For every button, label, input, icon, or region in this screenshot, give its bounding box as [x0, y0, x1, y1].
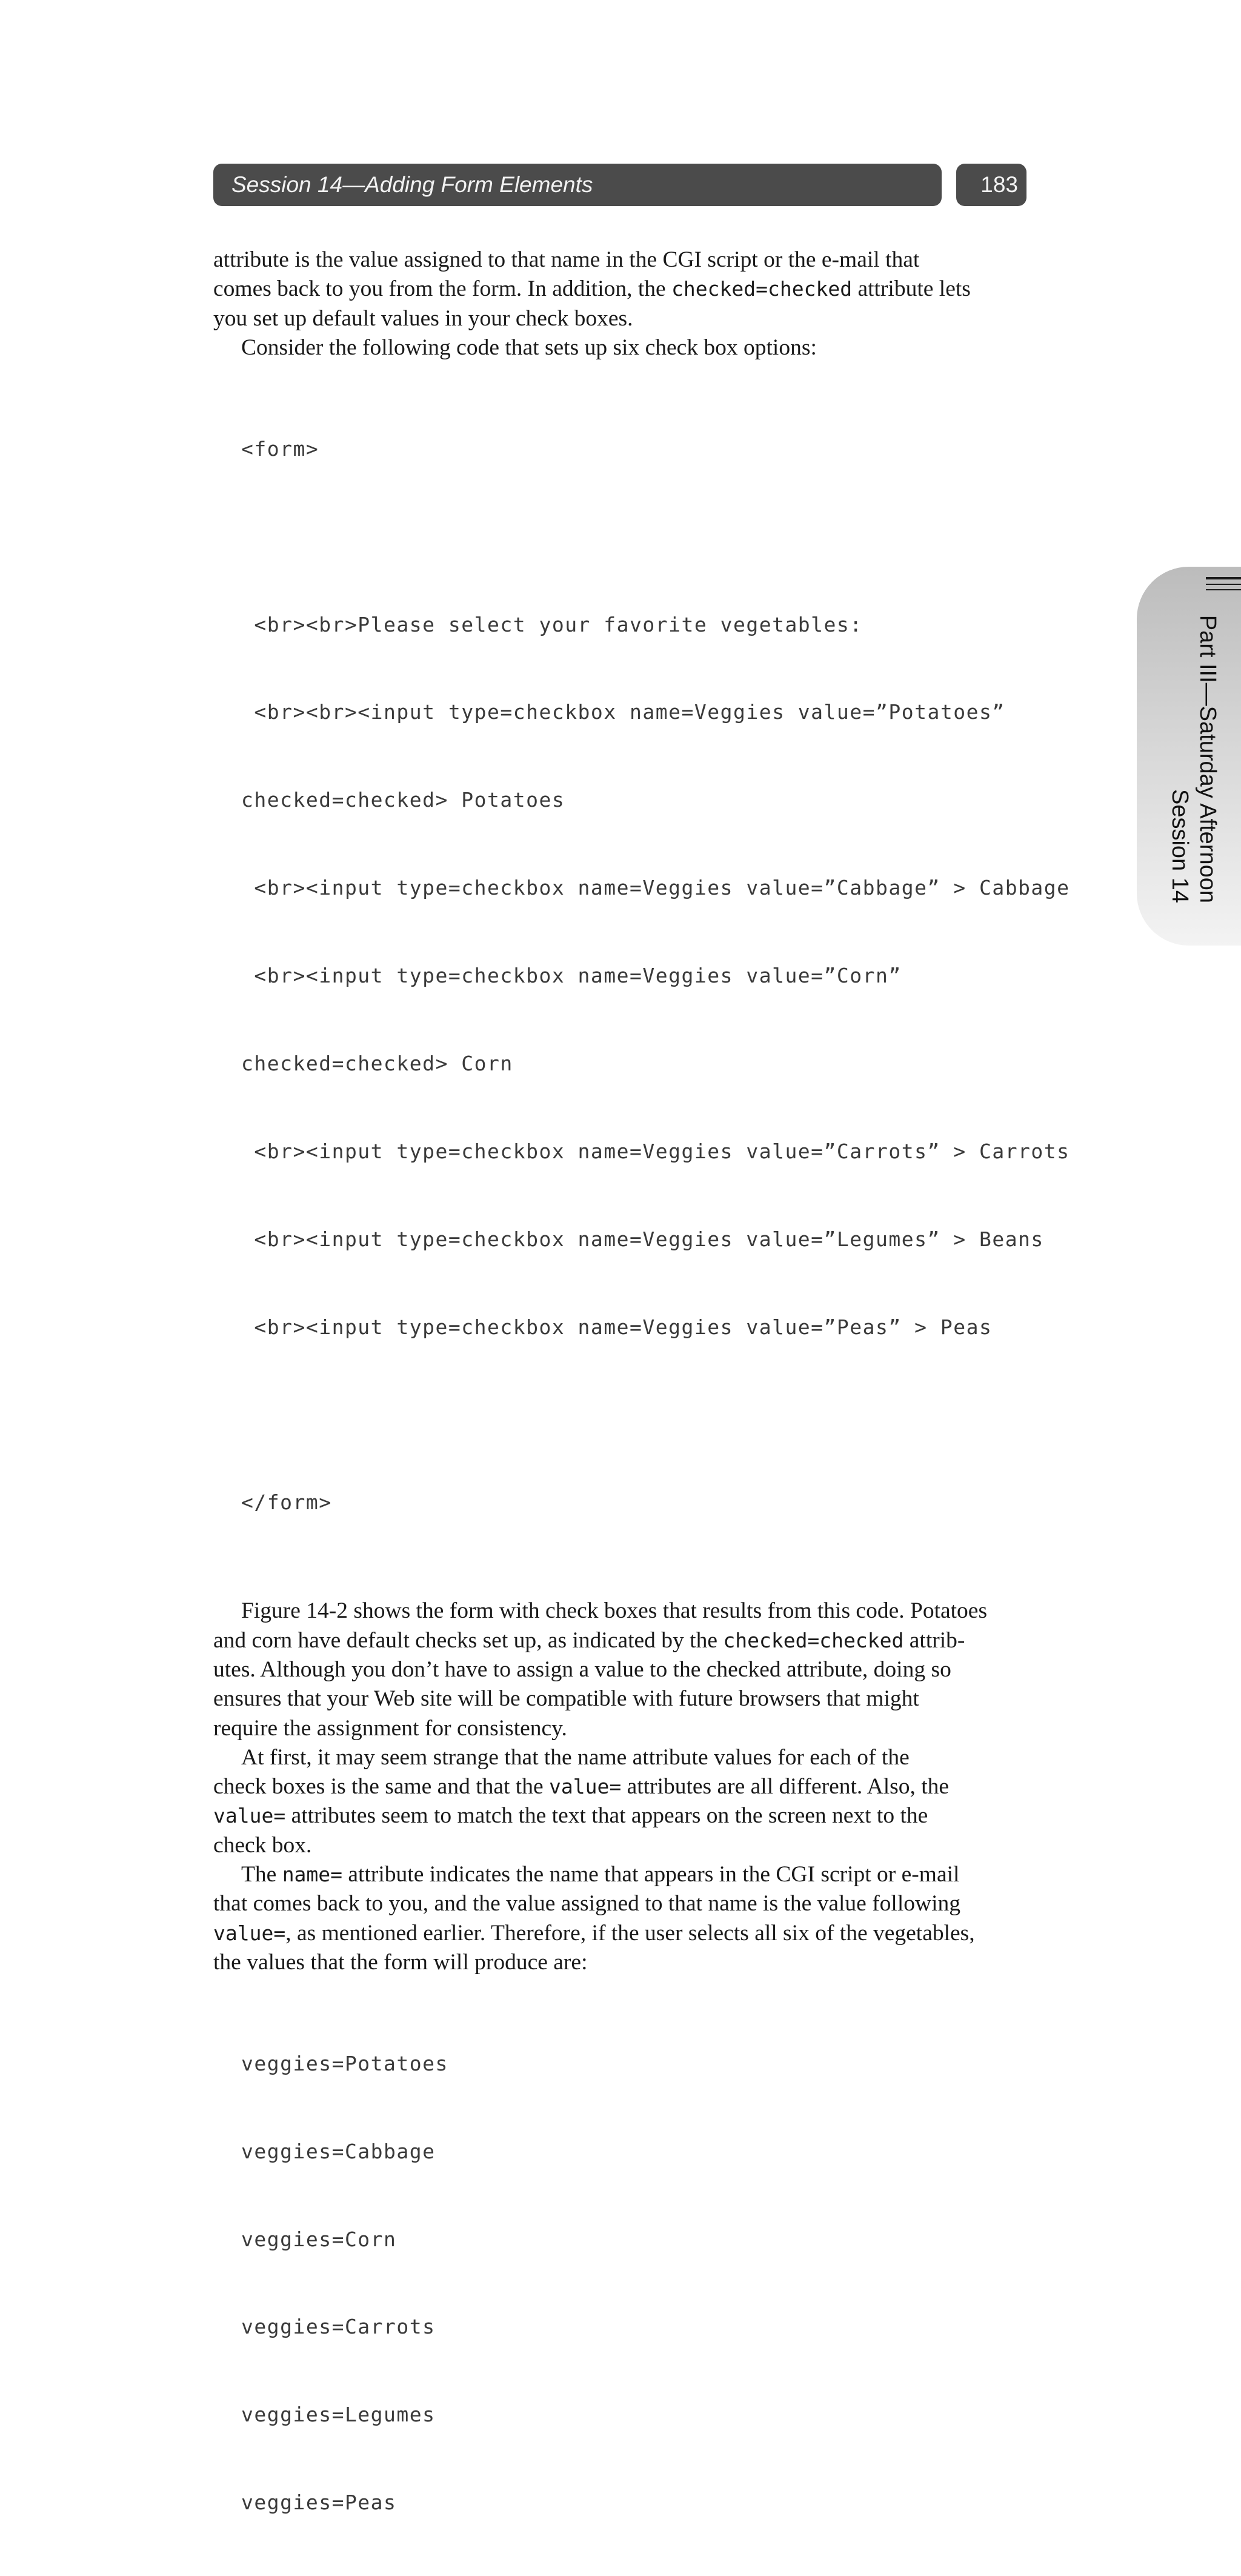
paragraph-line: utes. Although you don’t have to assign a value to the checked attribute, doing so — [213, 1657, 951, 1682]
page-number: 183 — [980, 172, 1018, 197]
inline-code: value= — [213, 1921, 286, 1945]
inline-code: checked=checked — [723, 1628, 904, 1652]
paragraph-line: check box. — [213, 1832, 312, 1858]
code-line: </form> — [241, 1490, 332, 1515]
code-line: veggies=Potatoes — [241, 2051, 448, 2075]
running-header — [213, 164, 942, 206]
paragraph-line: require the assignment for consistency. — [213, 1715, 567, 1741]
code-line: veggies=Carrots — [241, 2315, 436, 2339]
code-line: veggies=Corn — [241, 2227, 397, 2251]
page-number-box — [956, 164, 1026, 206]
text-run: The — [241, 1862, 282, 1887]
side-tab-text — [1137, 606, 1241, 909]
text-run: attributes are all different. Also, the — [621, 1774, 950, 1800]
inline-code: name= — [282, 1863, 343, 1887]
side-tab-label — [1166, 606, 1222, 903]
side-tab-part: Part III—Saturday Afternoon — [1195, 615, 1220, 903]
text-run: attribute indicates the name that appears in the CGI script or e-mail — [342, 1862, 960, 1887]
code-line: veggies=Peas — [241, 2491, 397, 2515]
text-run: comes back to you from the form. In addition, the — [213, 276, 672, 302]
inline-code: value= — [549, 1775, 622, 1799]
code-line: <form> — [241, 436, 319, 461]
header-title: Session 14—Adding Form Elements — [231, 172, 593, 197]
paragraph-line — [213, 1860, 1028, 1889]
text-run: , as mentioned earlier. Therefore, if the user selects all six of the vegetables, — [285, 1920, 975, 1946]
text-run: check boxes is the same and that the — [213, 1774, 549, 1800]
paragraph-line: that comes back to you, and the value assigned to that name is the value following — [213, 1891, 961, 1917]
paragraph-line: At first, it may seem strange that the name attribute values for each of the — [241, 1744, 910, 1770]
code-block — [213, 1990, 1028, 2576]
code-line: veggies=Legumes — [241, 2403, 436, 2427]
paragraph-line: Consider the following code that sets up six check box options: — [241, 335, 817, 360]
text-run: attributes seem to match the text that appears on the screen next to the — [285, 1803, 928, 1829]
code-line: checked=checked> Potatoes — [241, 788, 565, 812]
code-line: <br><input type=checkbox name=Veggies value=”Corn” — [241, 964, 902, 988]
code-line: <br><input type=checkbox name=Veggies value=”Peas” > Peas — [241, 1315, 993, 1339]
side-tab-session: Session 14 — [1167, 789, 1193, 903]
code-line — [241, 522, 1028, 552]
paragraph-line — [213, 1772, 1028, 1801]
text-run: attrib- — [903, 1627, 965, 1653]
inline-code: checked=checked — [671, 277, 853, 301]
code-block — [213, 376, 1070, 1576]
paragraph-line: Figure 14-2 shows the form with check boxes that results from this code. Potatoes — [241, 1598, 988, 1624]
code-line — [241, 1401, 1028, 1430]
paragraph-line: the values that the form will produce are: — [213, 1949, 588, 1975]
paragraph-line — [213, 275, 1028, 304]
code-line: checked=checked> Corn — [241, 1052, 513, 1076]
paragraph-line — [213, 1919, 1028, 1948]
side-tab-rules — [1206, 577, 1241, 595]
paragraph-line: attribute is the value assigned to that name in the CGI script or the e-mail that — [213, 247, 920, 272]
inline-code: value= — [213, 1804, 286, 1828]
code-line: <br><input type=checkbox name=Veggies value=”Cabbage” > Cabbage — [241, 876, 1070, 900]
text-run: and corn have default checks set up, as indicated by the — [213, 1627, 724, 1653]
page-content — [213, 245, 1070, 2576]
code-line: <br><br><input type=checkbox name=Veggies value=”Potatoes” — [241, 700, 1005, 724]
code-line: <br><input type=checkbox name=Veggies value=”Carrots” > Carrots — [241, 1139, 1070, 1163]
paragraph-line: ensures that your Web site will be compatible with future browsers that might — [213, 1686, 919, 1712]
code-line: veggies=Cabbage — [241, 2139, 436, 2163]
paragraph-line — [213, 1801, 1028, 1830]
paragraph-line: you set up default values in your check boxes. — [213, 305, 633, 331]
code-line: <br><input type=checkbox name=Veggies value=”Legumes” > Beans — [241, 1227, 1044, 1251]
text-run: attribute lets — [852, 276, 971, 302]
paragraph-line — [213, 1626, 1028, 1655]
code-line: <br><br>Please select your favorite vegetables: — [241, 612, 863, 636]
